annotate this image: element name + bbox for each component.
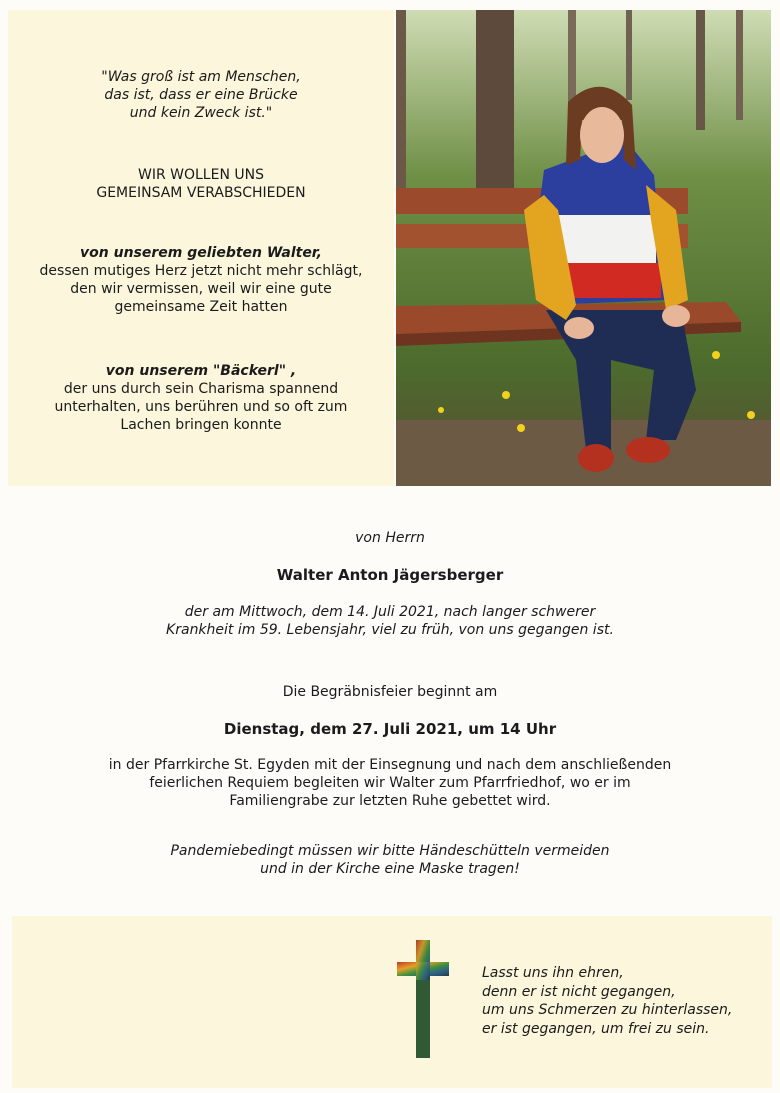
closing-poem: Lasst uns ihn ehren, denn er ist nicht gegangen, um uns Schmerzen zu hinterlassen, er ist gegangen, um frei zu sein. xyxy=(482,965,733,1037)
farewell-heading: WIR WOLLEN UNS GEMEINSAM VERABSCHIEDEN xyxy=(96,167,306,201)
funeral-date: Dienstag, dem 27. Juli 2021, um 14 Uhr xyxy=(223,720,557,738)
portrait-photo xyxy=(396,10,771,486)
section-walter: von unserem geliebten Walter, dessen mutiges Herz jetzt nicht mehr schlägt, den wir vermissen, weil wir eine gute gemeinsame Zeit hatten xyxy=(39,245,363,315)
von-herrn: von Herrn xyxy=(355,530,425,546)
section-baeckerl: von unserem "Bäckerl" , der uns durch sein Charisma spannend unterhalten, uns berühren und so oft zum Lachen bringen konnte xyxy=(54,363,348,433)
intro-panel xyxy=(8,10,394,486)
deceased-name: Walter Anton Jägersberger xyxy=(276,566,504,584)
quote: "Was groß ist am Menschen, das ist, dass er eine Brücke und kein Zweck ist." xyxy=(101,69,301,121)
cross-icon xyxy=(397,940,449,1058)
funeral-intro: Die Begräbnisfeier beginnt am xyxy=(282,684,498,700)
death-notice: der am Mittwoch, dem 14. Juli 2021, nach langer schwerer Krankheit im 59. Lebensjahr, viel zu früh, von uns gegangen ist. xyxy=(166,604,614,638)
funeral-details: in der Pfarrkirche St. Egyden mit der Einsegnung und nach dem anschließenden feierlichen Requiem begleiten wir Walter zum Pfarrfriedhof, wo er im Familiengrabe zur letzten Ruhe gebettet wird. xyxy=(108,757,672,809)
closing-panel xyxy=(12,916,772,1088)
pandemic-notice: Pandemiebedingt müssen wir bitte Händeschütteln vermeiden und in der Kirche eine Maske tragen! xyxy=(170,843,610,877)
